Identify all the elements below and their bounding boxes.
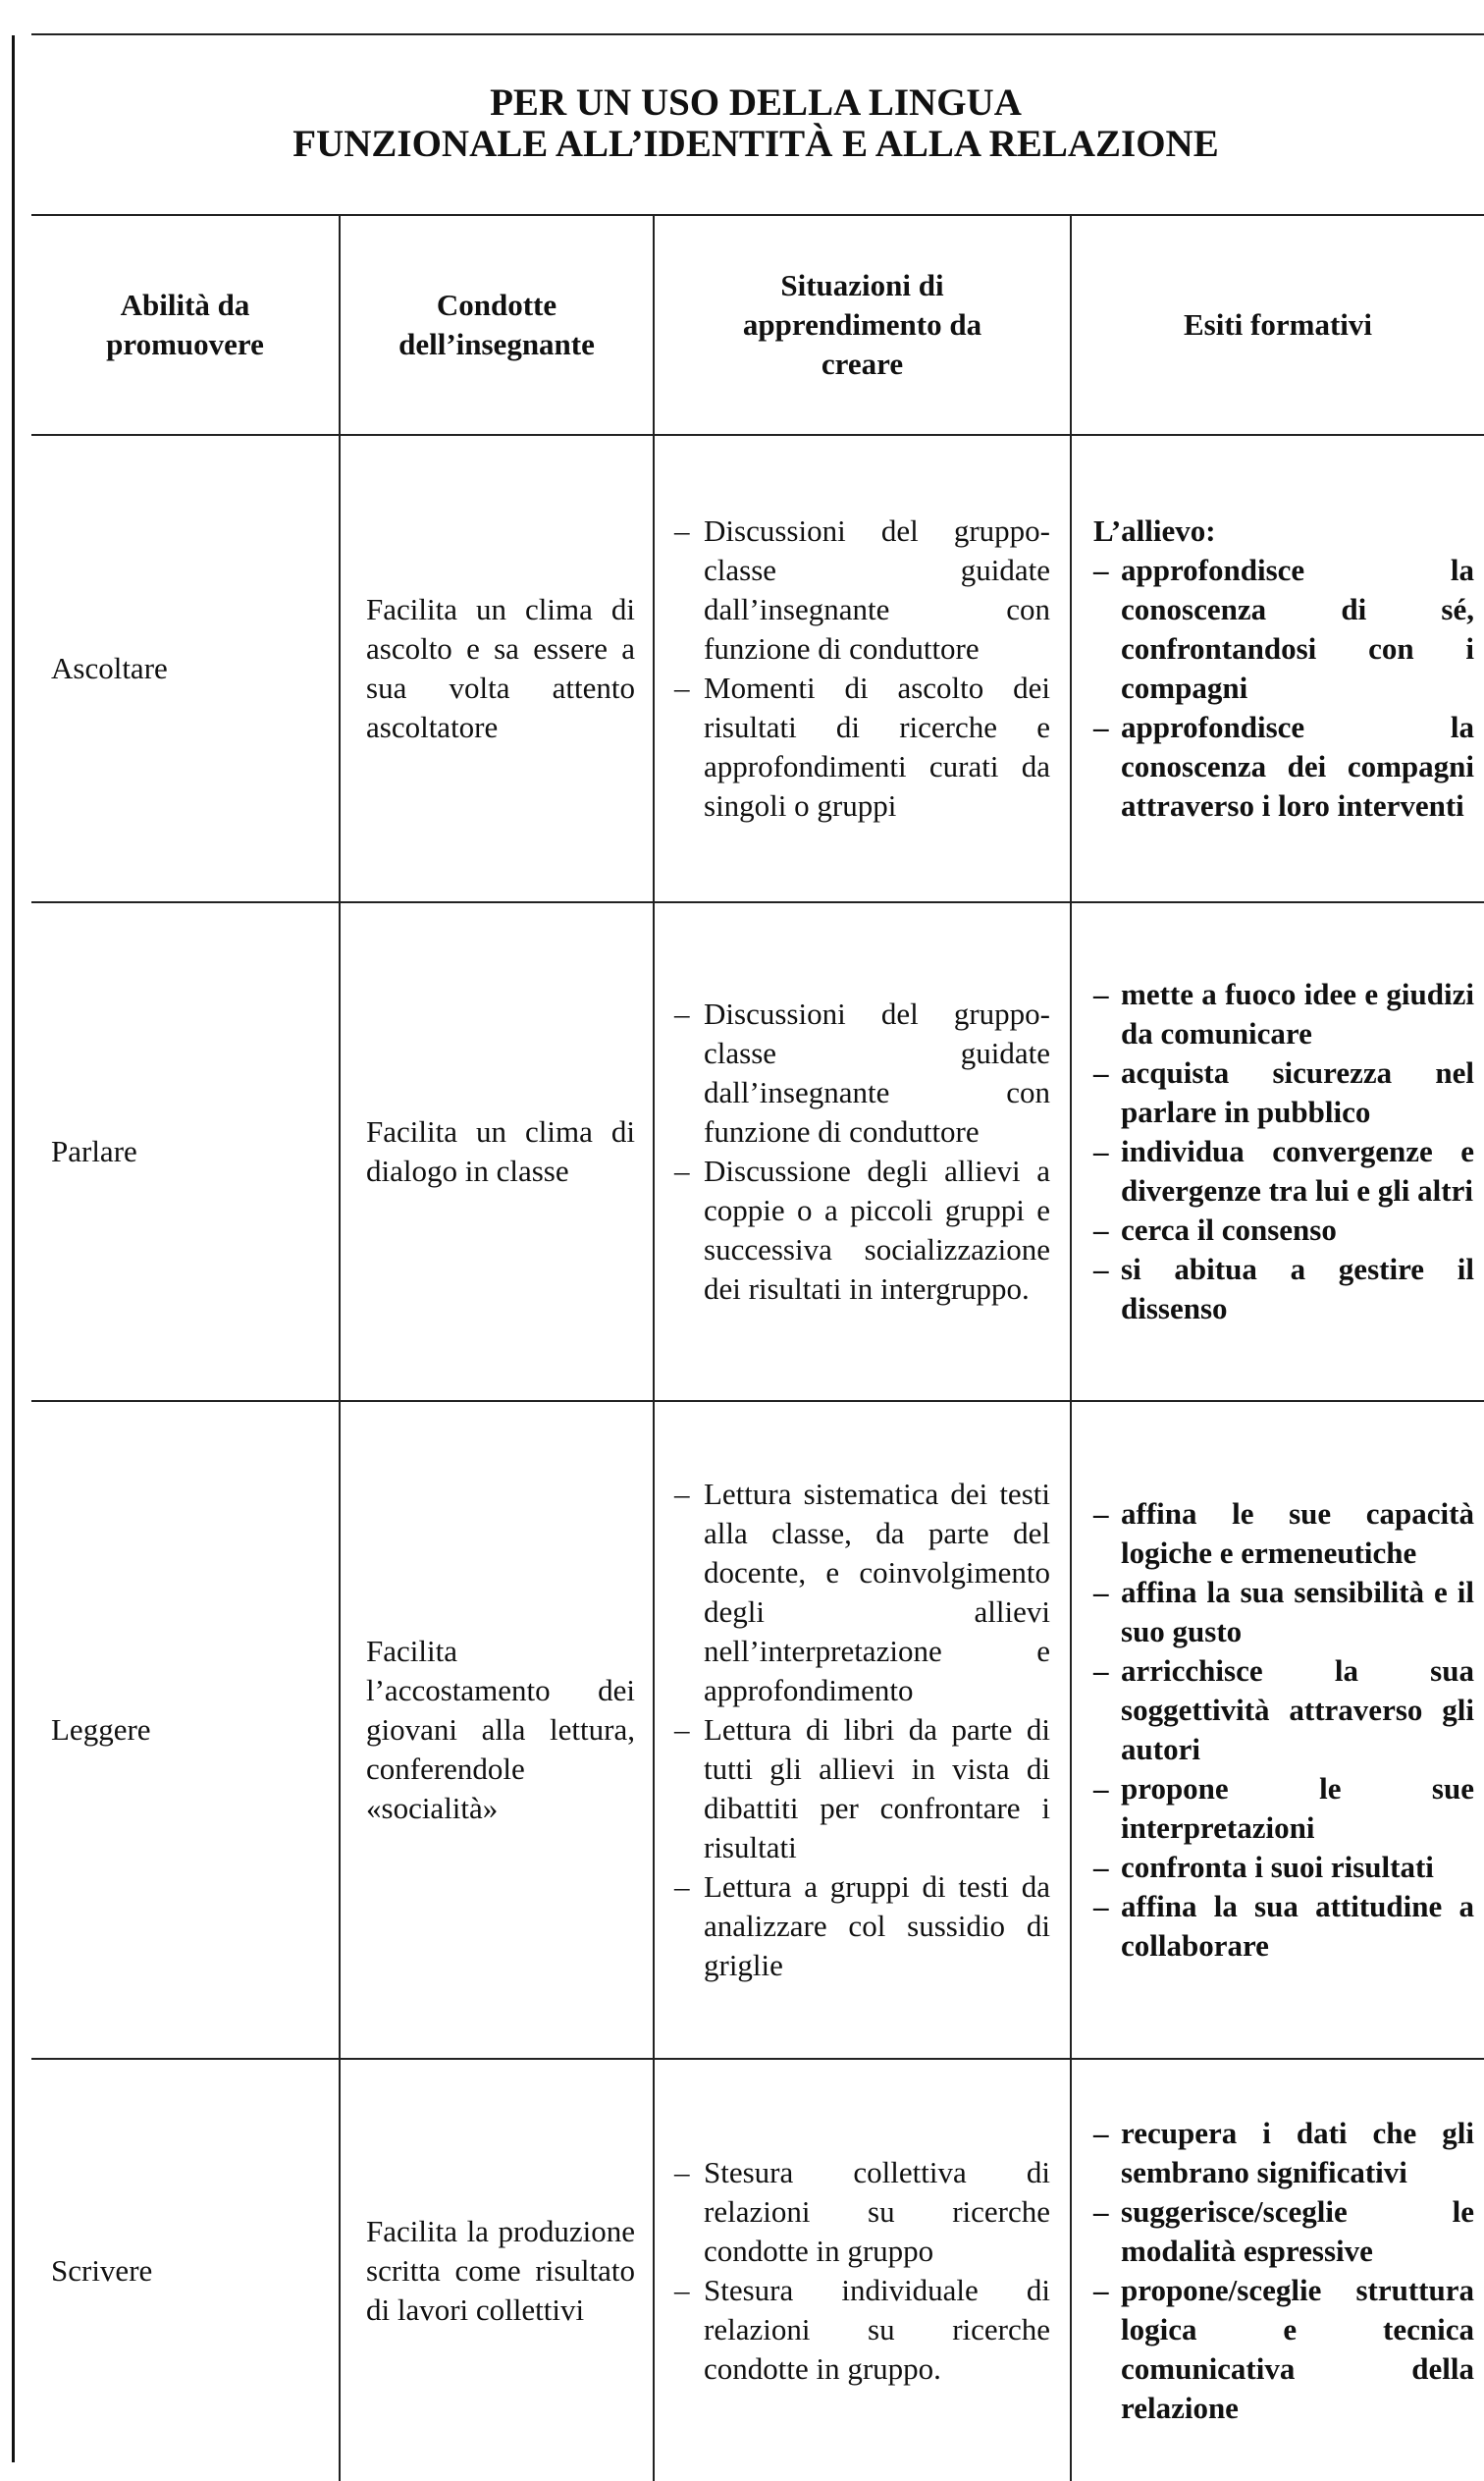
outcome-item: – propone le sue interpretazioni (1093, 1769, 1474, 1848)
outcome-item: – suggerisce/sceglie le modalità espressive (1093, 2192, 1474, 2271)
situations-cell (654, 435, 1071, 902)
outcome-item: – mette a fuoco idee e giudizi da comunicare (1093, 975, 1474, 1053)
situation-item: – Stesura collettiva di relazioni su ricerche condotte in gruppo (674, 2153, 1050, 2271)
outcome-item: – arricchisce la sua soggettività attraverso gli autori (1093, 1651, 1474, 1769)
conduct-cell: Facilita un clima di ascolto e sa essere a sua volta attento ascoltatore (340, 435, 654, 902)
outcomes-intro: L’allievo: (1093, 513, 1216, 548)
outcome-item: – propone/sceglie struttura logica e tecnica comunicativa della relazione (1093, 2271, 1474, 2428)
conduct-cell: Facilita un clima di dialogo in classe (340, 902, 654, 1401)
skill-cell: Ascoltare (31, 435, 340, 902)
conduct-cell: Facilita l’accostamento dei giovani alla lettura, conferendole «socialità» (340, 1401, 654, 2059)
page-title (39, 82, 1472, 165)
situation-item: – Discussione degli allievi a coppie o a piccoli gruppi e successiva socializzazione dei risultati in intergruppo. (674, 1152, 1050, 1309)
conduct-cell: Facilita la produzione scritta come risultato di lavori collettivi (340, 2059, 654, 2481)
outcome-item: – recupera i dati che gli sembrano significativi (1093, 2114, 1474, 2192)
outcomes-cell (1071, 1401, 1484, 2059)
situation-item: – Discussioni del gruppo-classe guidate dall’insegnante con funzione di conduttore (674, 512, 1050, 669)
table-header-row (31, 215, 1484, 435)
outcome-item: – approfondisce la conoscenza di sé, confrontandosi con i compagni (1093, 551, 1474, 708)
left-margin-rule (12, 35, 15, 2462)
outcomes-cell (1071, 435, 1484, 902)
outcome-item: – affina la sua sensibilità e il suo gusto (1093, 1573, 1474, 1651)
top-rule (31, 33, 1484, 35)
skills-table (31, 214, 1484, 2481)
situations-cell (654, 902, 1071, 1401)
header-condotte: Condotte dell’insegnante (340, 215, 654, 435)
header-esiti: Esiti formativi (1071, 215, 1484, 435)
outcome-item: – affina la sua attitudine a collaborare (1093, 1887, 1474, 1966)
title-line-2: FUNZIONALE ALL’IDENTITÀ E ALLA RELAZIONE (292, 123, 1219, 165)
skill-cell: Parlare (31, 902, 340, 1401)
table-row (31, 902, 1484, 1401)
outcome-item: – confronta i suoi risultati (1093, 1848, 1474, 1887)
outcome-item: – approfondisce la conoscenza dei compagni attraverso i loro interventi (1093, 708, 1474, 826)
outcome-item: – acquista sicurezza nel parlare in pubblico (1093, 1053, 1474, 1132)
situation-item: – Momenti di ascolto dei risultati di ricerche e approfondimenti curati da singoli o gruppi (674, 669, 1050, 826)
table-row (31, 435, 1484, 902)
outcome-item: – affina le sue capacità logiche e ermeneutiche (1093, 1494, 1474, 1573)
header-abilita: Abilità da promuovere (31, 215, 340, 435)
table-row (31, 2059, 1484, 2481)
table-row (31, 1401, 1484, 2059)
situation-item: – Lettura di libri da parte di tutti gli allievi in vista di dibattiti per confrontare i risultati (674, 1710, 1050, 1867)
header-situazioni: Situazioni di apprendimento da creare (654, 215, 1071, 435)
situations-cell (654, 1401, 1071, 2059)
situations-cell (654, 2059, 1071, 2481)
outcomes-cell (1071, 2059, 1484, 2481)
outcome-item: – cerca il consenso (1093, 1211, 1474, 1250)
outcome-item: – si abitua a gestire il dissenso (1093, 1250, 1474, 1328)
skill-cell: Leggere (31, 1401, 340, 2059)
situation-item: – Stesura individuale di relazioni su ricerche condotte in gruppo. (674, 2271, 1050, 2389)
situation-item: – Lettura sistematica dei testi alla classe, da parte del docente, e coinvolgimento degli allievi nell’interpretazione e approfondimento (674, 1475, 1050, 1710)
skill-cell: Scrivere (31, 2059, 340, 2481)
outcome-item: – individua convergenze e divergenze tra lui e gli altri (1093, 1132, 1474, 1211)
situation-item: – Discussioni del gruppo-classe guidate dall’insegnante con funzione di conduttore (674, 995, 1050, 1152)
title-line-1: PER UN USO DELLA LINGUA (490, 81, 1022, 124)
situation-item: – Lettura a gruppi di testi da analizzare col sussidio di griglie (674, 1867, 1050, 1985)
outcomes-cell (1071, 902, 1484, 1401)
